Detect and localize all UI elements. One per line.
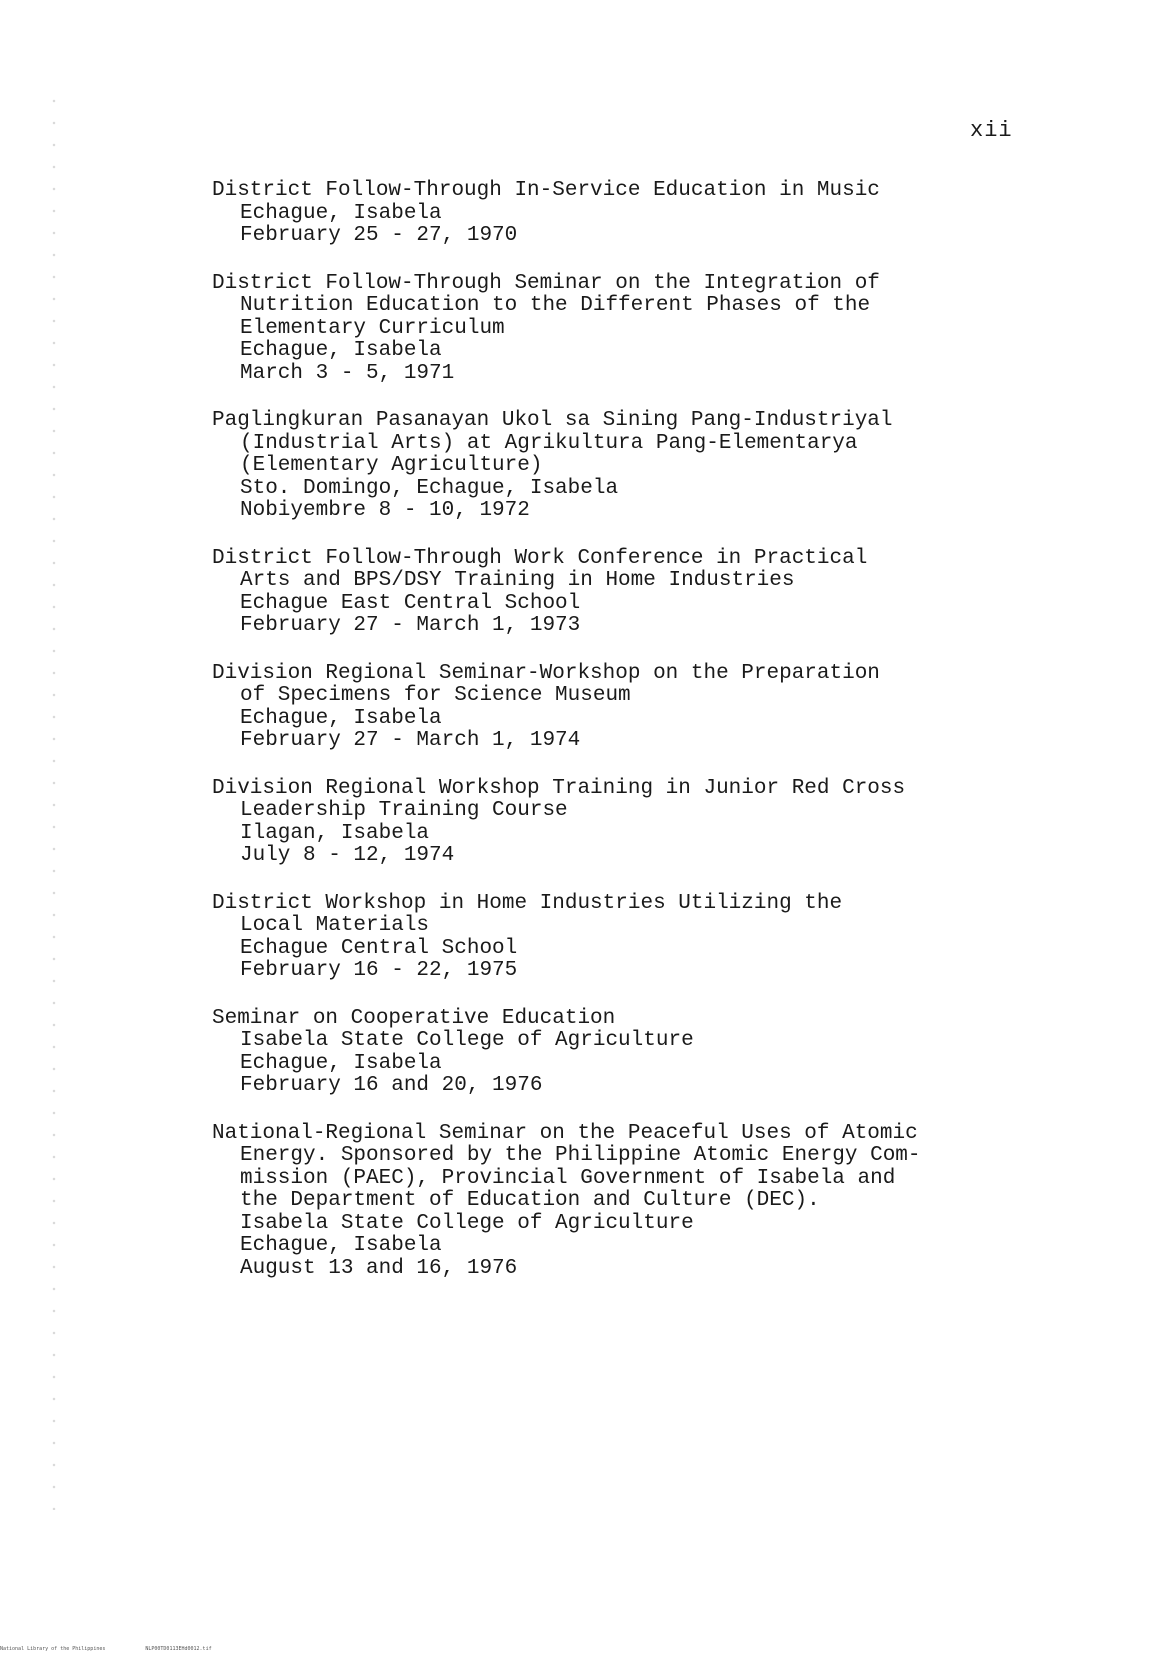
seminar-entry xyxy=(212,180,1112,248)
entry-detail-line: Echague, Isabela xyxy=(240,339,442,362)
entry-detail-line: Local Materials xyxy=(240,914,430,937)
entry-detail-line: Elementary Curriculum xyxy=(240,316,505,340)
seminar-entry xyxy=(212,548,1112,638)
entry-detail-line: Echague Central School xyxy=(240,936,518,960)
entry-detail-line: (Industrial Arts) at Agrikultura Pang-Elementarya xyxy=(240,431,858,455)
entry-title-line: District Follow-Through Seminar on the Integration of xyxy=(212,271,880,295)
entry-detail-line: the Department of Education and Culture (DEC). xyxy=(240,1189,820,1212)
entry-detail-line: February 16 and 20, 1976 xyxy=(240,1074,543,1097)
entry-detail-line: Echague, Isabela xyxy=(240,201,442,225)
entry-detail-line: Leadership Training Course xyxy=(240,799,568,822)
entry-title-line: District Workshop in Home Industries Utilizing the xyxy=(212,891,843,915)
entry-title-line: District Follow-Through Work Conference in Practical xyxy=(212,546,868,570)
entry-detail-line: Arts and BPS/DSY Training in Home Industries xyxy=(240,569,795,592)
entry-detail-line: of Specimens for Science Museum xyxy=(240,684,631,707)
seminar-list xyxy=(212,180,1112,1305)
entry-detail-line: Echague East Central School xyxy=(240,591,581,615)
entry-detail-line: Echague, Isabela xyxy=(240,1051,442,1075)
footer-file-id: NLP00TD0113EHd0012.tif xyxy=(145,1646,212,1652)
entry-detail-line: mission (PAEC), Provincial Government of Isabela and xyxy=(240,1166,896,1190)
entry-detail-line: Isabela State College of Agriculture xyxy=(240,1211,694,1235)
seminar-entry xyxy=(212,1008,1112,1098)
page-number: xii xyxy=(970,118,1013,143)
entry-detail-line: Sto. Domingo, Echague, Isabela xyxy=(240,476,619,500)
entry-title-line: District Follow-Through In-Service Education in Music xyxy=(212,179,880,202)
footer-library: National Library of the Philippines xyxy=(0,1646,106,1652)
entry-detail-line: Isabela State College of Agriculture xyxy=(240,1029,694,1052)
entry-detail-line: Nobiyembre 8 - 10, 1972 xyxy=(240,499,530,522)
entry-detail-line: (Elementary Agriculture) xyxy=(240,454,543,477)
entry-title-line: National-Regional Seminar on the Peaceful Uses of Atomic xyxy=(212,1121,918,1145)
scan-footer xyxy=(0,1646,252,1652)
entry-detail-line: March 3 - 5, 1971 xyxy=(240,361,455,385)
entry-title-line: Seminar on Cooperative Education xyxy=(212,1006,616,1030)
scan-margin-specks xyxy=(48,90,60,1510)
entry-title-line: Division Regional Workshop Training in Junior Red Cross xyxy=(212,776,906,800)
entry-detail-line: Energy. Sponsored by the Philippine Atomic Energy Com- xyxy=(240,1144,921,1167)
entry-detail-line: February 16 - 22, 1975 xyxy=(240,959,518,982)
entry-detail-line: August 13 and 16, 1976 xyxy=(240,1256,518,1280)
entry-detail-line: Echague, Isabela xyxy=(240,706,442,730)
entry-title-line: Paglingkuran Pasanayan Ukol sa Sining Pang-Industriyal xyxy=(212,409,893,432)
seminar-entry xyxy=(212,1123,1112,1281)
entry-title-line: Division Regional Seminar-Workshop on the Preparation xyxy=(212,661,880,685)
entry-detail-line: Nutrition Education to the Different Phases of the xyxy=(240,294,871,317)
entry-detail-line: Echague, Isabela xyxy=(240,1234,442,1257)
seminar-entry xyxy=(212,273,1112,386)
seminar-entry xyxy=(212,410,1112,523)
entry-detail-line: February 27 - March 1, 1973 xyxy=(240,614,581,637)
seminar-entry xyxy=(212,778,1112,868)
entry-detail-line: July 8 - 12, 1974 xyxy=(240,844,455,867)
seminar-entry xyxy=(212,893,1112,983)
entry-detail-line: February 25 - 27, 1970 xyxy=(240,224,518,247)
seminar-entry xyxy=(212,663,1112,753)
entry-detail-line: February 27 - March 1, 1974 xyxy=(240,729,581,752)
entry-detail-line: Ilagan, Isabela xyxy=(240,821,430,845)
